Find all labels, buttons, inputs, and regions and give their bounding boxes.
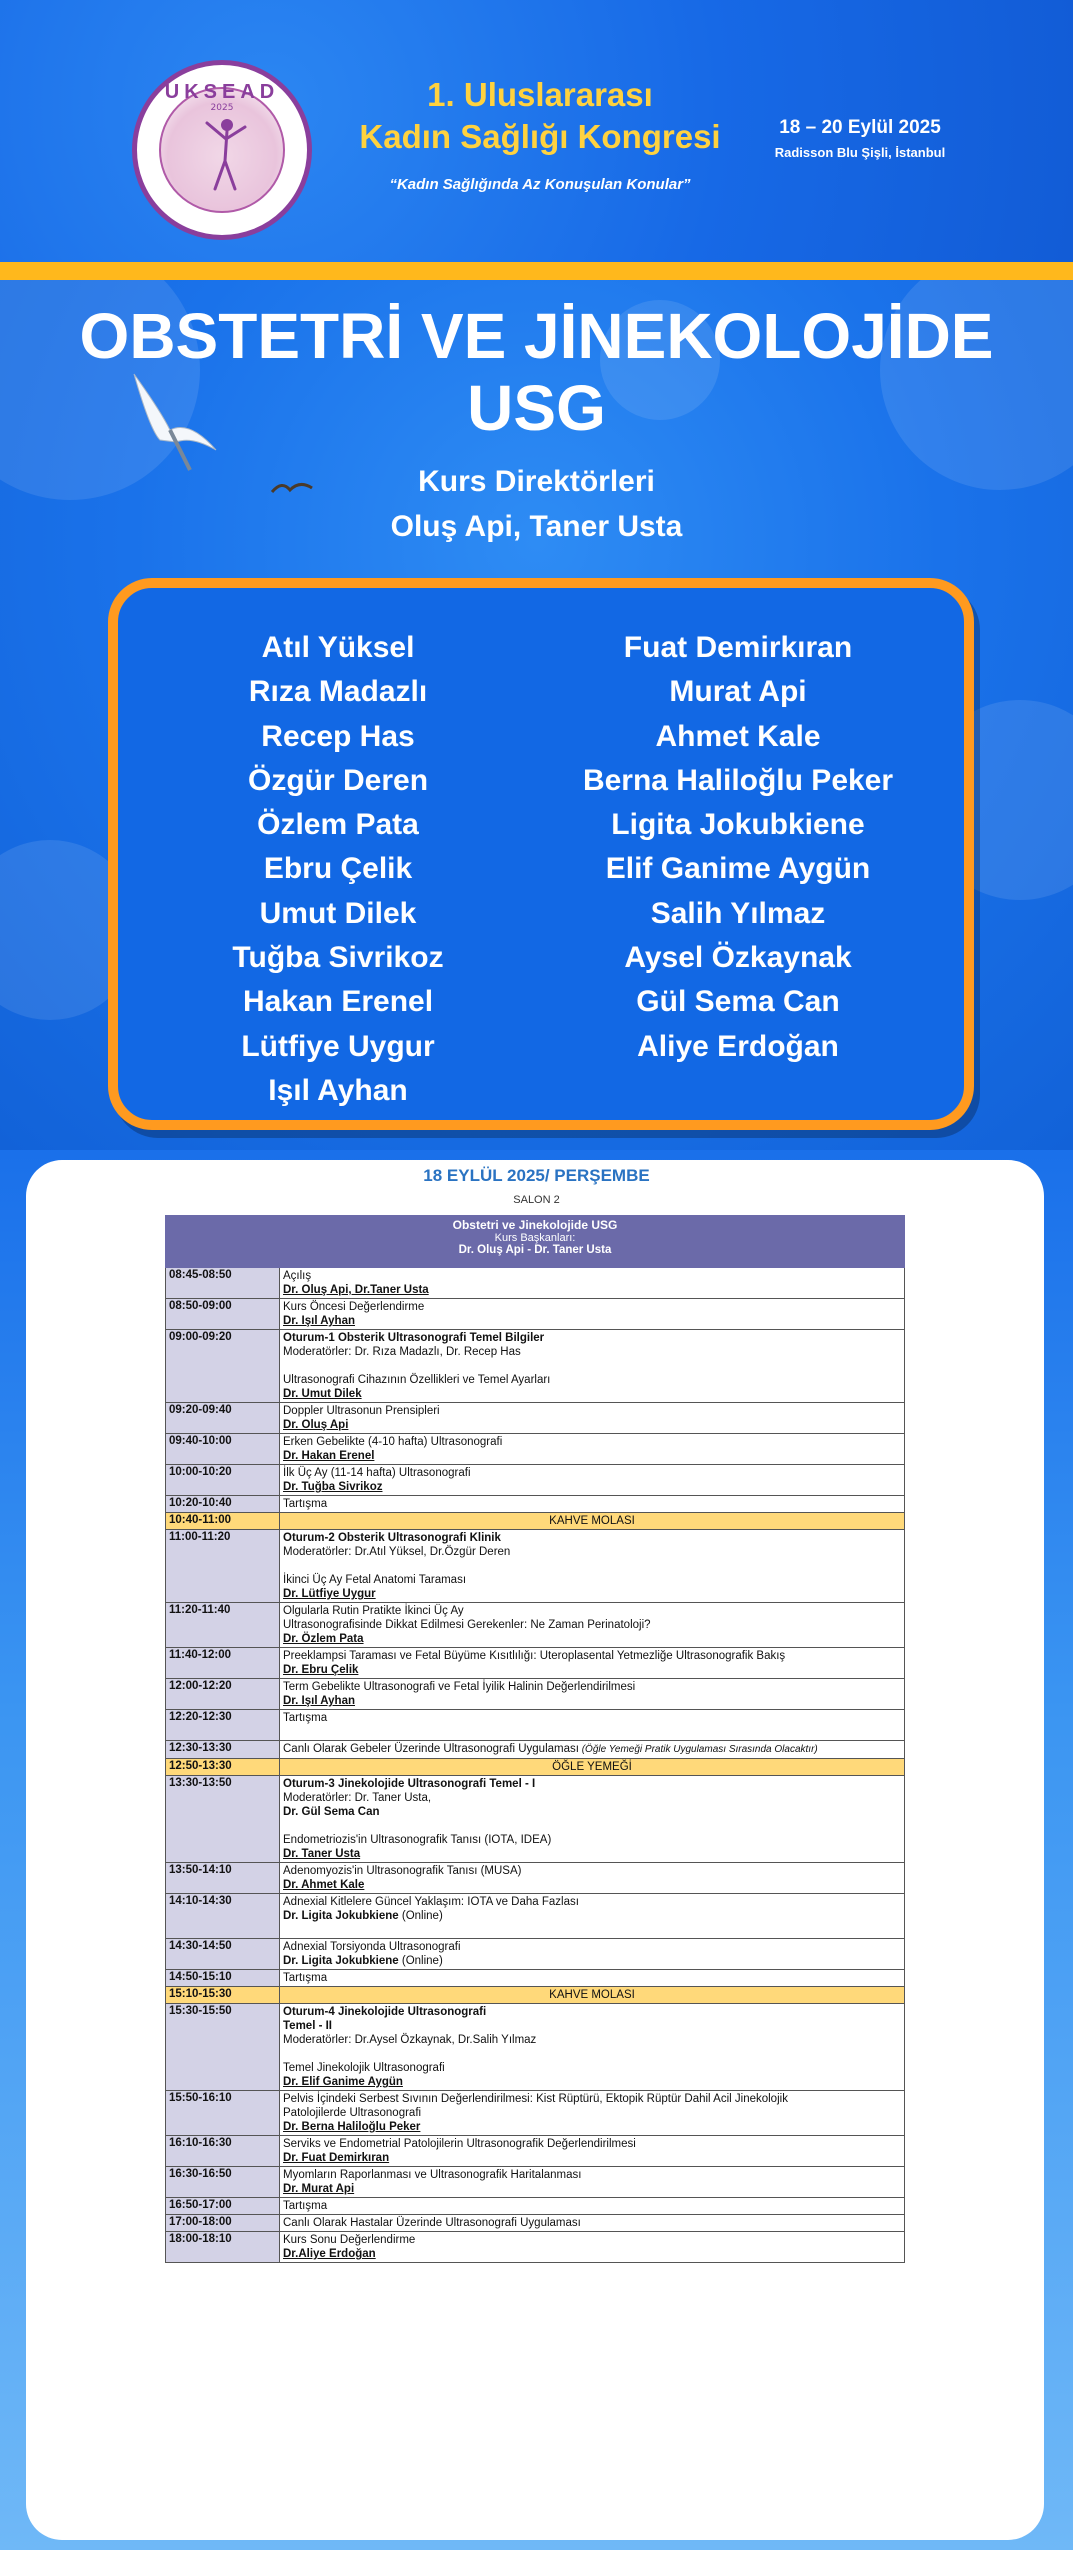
session-time: 08:50-09:00: [166, 1299, 280, 1329]
session-text: Endometriozis'in Ultrasonografik Tanısı (IOTA, IDEA): [283, 1834, 552, 1846]
session-time: 12:50-13:30: [166, 1759, 280, 1775]
table-row: [165, 1330, 905, 1403]
session-text: Tartışma: [283, 1498, 328, 1510]
session-time: 14:10-14:30: [166, 1894, 280, 1938]
table-row: [165, 2136, 905, 2167]
session-content: [280, 1513, 904, 1529]
session-line: [283, 1545, 901, 1559]
session-text: Dr. Ahmet Kale: [283, 1879, 365, 1891]
session-text: Preeklampsi Taraması ve Fetal Büyüme Kısıtlılığı: Uteroplasental Yetmezliğe Ultrasonografik Bakış: [283, 1650, 786, 1662]
session-extra: (Online): [398, 1955, 443, 1967]
session-line: [283, 2106, 901, 2120]
session-line: [283, 2033, 901, 2047]
session-line: [283, 1663, 901, 1677]
session-line: [283, 1632, 901, 1646]
program-table: [165, 1268, 905, 2263]
congress-venue: Radisson Blu Şişli, İstanbul: [774, 145, 946, 160]
directors-label: Kurs Direktörleri: [418, 465, 655, 498]
session-line: [283, 1618, 901, 1632]
faculty-name: Lütfiye Uygur: [241, 1029, 435, 1063]
session-time: 14:30-14:50: [166, 1939, 280, 1969]
faculty-name: Salih Yılmaz: [650, 896, 826, 930]
session-text: Pelvis İçindeki Serbest Sıvının Değerlendirilmesi: Kist Rüptürü, Ektopik Rüptür Dahil Acil Jinekolojik: [283, 2093, 788, 2105]
table-row: [165, 1434, 905, 1465]
session-text: Dr. Berna Haliloğlu Peker: [283, 2121, 421, 2133]
session-line: [283, 1269, 901, 1283]
session-line: [283, 2047, 901, 2061]
session-text: Moderatörler: Dr.Aysel Özkaynak, Dr.Salih Yılmaz: [283, 2034, 537, 2046]
session-text: Dr. Ligita Jokubkiene: [283, 1910, 399, 1922]
session-line: [283, 1819, 901, 1833]
session-text: Ultrasonografisinde Dikkat Edilmesi Gerekenler: Ne Zaman Perinatoloji?: [283, 1619, 651, 1631]
session-line: [283, 2061, 901, 2075]
session-line: [283, 1300, 901, 1314]
session-text: [283, 1560, 286, 1572]
session-line: [283, 1725, 901, 1739]
session-text: Dr. Murat Api: [283, 2183, 355, 2195]
session-text: Moderatörler: Dr.Atıl Yüksel, Dr.Özgür Deren: [283, 1546, 511, 1558]
faculty-name: Özgür Deren: [247, 763, 429, 797]
break-row: [165, 1513, 905, 1530]
congress-title-line1: 1. Uluslararası: [427, 76, 653, 113]
session-time: 16:10-16:30: [166, 2136, 280, 2166]
session-line: [283, 1359, 901, 1373]
session-time: 18:00-18:10: [166, 2232, 280, 2262]
table-row: [165, 1530, 905, 1603]
course-title-line2: USG: [467, 372, 606, 444]
session-line: [283, 1694, 901, 1708]
session-text: ÖĞLE YEMEĞİ: [552, 1761, 632, 1773]
session-text: KAHVE MOLASI: [549, 1989, 635, 2001]
table-row: [165, 1299, 905, 1330]
break-row: [165, 1759, 905, 1776]
session-text: Dr.Aliye Erdoğan: [283, 2248, 376, 2260]
session-text: [283, 1360, 286, 1372]
table-row: [165, 1268, 905, 1299]
session-text: Olgularla Rutin Pratikte İkinci Üç Ay: [283, 1605, 464, 1617]
table-row: [165, 1863, 905, 1894]
session-line: [283, 2151, 901, 2165]
session-text: Oturum-3 Jinekolojide Ultrasonografi Temel - I: [283, 1778, 536, 1790]
session-line: [283, 1531, 901, 1545]
session-time: 10:20-10:40: [166, 1496, 280, 1512]
program-salon: SALON 2: [513, 1194, 560, 1206]
session-text: Myomların Raporlanması ve Ultrasonografik Haritalanması: [283, 2169, 582, 2181]
logo-acronym: UKSEAD: [164, 81, 280, 103]
session-text: Temel Jinekolojik Ultrasonografi: [283, 2062, 445, 2074]
program-header-chairs: Dr. Oluş Api - Dr. Taner Usta: [458, 1244, 612, 1256]
session-text: Açılış: [283, 1270, 312, 1282]
session-time: 09:00-09:20: [166, 1330, 280, 1402]
session-time: 10:40-11:00: [166, 1513, 280, 1529]
session-line: [283, 2075, 901, 2089]
session-content: [280, 2091, 904, 2135]
session-content: [280, 1863, 904, 1893]
session-content: [280, 2215, 904, 2231]
session-text: Patolojilerde Ultrasonografi: [283, 2107, 422, 2119]
session-line: [283, 2092, 901, 2106]
session-time: 16:30-16:50: [166, 2167, 280, 2197]
session-content: [280, 1741, 904, 1758]
table-row: [165, 2004, 905, 2091]
session-text: Oturum-4 Jinekolojide Ultrasonografi: [283, 2006, 487, 2018]
uksead-logo: [132, 60, 312, 240]
session-content: [280, 1603, 904, 1647]
dancer-figure-icon: [201, 115, 251, 195]
session-line: [283, 2120, 901, 2134]
session-line: [283, 1345, 901, 1359]
table-row: [165, 1648, 905, 1679]
session-line: [283, 1480, 901, 1494]
session-text: Adnexial Kitlelere Güncel Yaklaşım: IOTA ve Daha Fazlası: [283, 1896, 579, 1908]
session-content: [280, 1970, 904, 1986]
session-time: 14:50-15:10: [166, 1970, 280, 1986]
session-line: [283, 1604, 901, 1618]
faculty-name: Berna Haliloğlu Peker: [582, 763, 894, 797]
session-text: Dr. Ebru Çelik: [283, 1664, 359, 1676]
table-row: [165, 1710, 905, 1741]
session-time: 17:00-18:00: [166, 2215, 280, 2231]
session-line: [283, 1449, 901, 1463]
program-header-title: Obstetri ve Jinekolojide USG: [452, 1218, 618, 1232]
session-content: [280, 1496, 904, 1512]
session-time: 12:00-12:20: [166, 1679, 280, 1709]
table-row: [165, 1776, 905, 1863]
session-content: [280, 1403, 904, 1433]
session-time: 09:20-09:40: [166, 1403, 280, 1433]
session-text: KAHVE MOLASI: [549, 1515, 635, 1527]
session-text: Temel - II: [283, 2020, 332, 2032]
session-line: [283, 1559, 901, 1573]
session-line: [283, 2137, 901, 2151]
session-text: Dr. Fuat Demirkıran: [283, 2152, 390, 2164]
session-time: 11:20-11:40: [166, 1603, 280, 1647]
logo-year: 2025: [210, 103, 234, 113]
faculty-column-right: [538, 626, 938, 1069]
faculty-panel: [108, 578, 974, 1130]
table-row: [165, 1741, 905, 1759]
faculty-name: Işıl Ayhan: [268, 1073, 408, 1107]
session-text: Term Gebelikte Ultrasonografi ve Fetal İyilik Halinin Değerlendirilmesi: [283, 1681, 636, 1693]
session-text: Adnexial Torsiyonda Ultrasonografi: [283, 1941, 461, 1953]
session-text: Doppler Ultrasonun Prensipleri: [283, 1405, 440, 1417]
session-content: [280, 2004, 904, 2090]
faculty-name: Murat Api: [669, 675, 807, 709]
table-row: [165, 1403, 905, 1434]
session-time: 15:10-15:30: [166, 1987, 280, 2003]
congress-title: [330, 74, 750, 158]
session-text: İlk Üç Ay (11-14 hafta) Ultrasonografi: [283, 1467, 471, 1479]
session-line: [283, 1418, 901, 1432]
session-text: Dr. Lütfiye Uygur: [283, 1588, 376, 1600]
session-time: 11:00-11:20: [166, 1530, 280, 1602]
session-text: Dr. Tuğba Sivrikoz: [283, 1481, 383, 1493]
faculty-name: Aliye Erdoğan: [637, 1029, 839, 1063]
session-content: [280, 1465, 904, 1495]
session-line: [283, 1514, 901, 1528]
session-text: Dr. Özlem Pata: [283, 1633, 364, 1645]
session-line: [283, 1466, 901, 1480]
session-line: [283, 2168, 901, 2182]
course-title: [40, 300, 1033, 444]
faculty-name: Ligita Jokubkiene: [611, 808, 865, 842]
table-row: [165, 1939, 905, 1970]
table-row: [165, 2091, 905, 2136]
session-time: 12:30-13:30: [166, 1741, 280, 1758]
session-content: [280, 1679, 904, 1709]
faculty-name: Gül Sema Can: [636, 985, 840, 1019]
session-line: [283, 2182, 901, 2196]
session-text: Tartışma: [283, 1972, 328, 1984]
session-time: 15:30-15:50: [166, 2004, 280, 2090]
session-text: Dr. Işıl Ayhan: [283, 1315, 356, 1327]
session-content: [280, 1434, 904, 1464]
table-row: [165, 1496, 905, 1513]
session-content: [280, 1759, 904, 1775]
faculty-name: Ebru Çelik: [263, 852, 413, 886]
session-line: [283, 1573, 901, 1587]
session-line: [283, 1283, 901, 1297]
faculty-name: Rıza Madazlı: [248, 675, 428, 709]
session-time: 11:40-12:00: [166, 1648, 280, 1678]
program-day-title: 18 EYLÜL 2025/ PERŞEMBE: [423, 1166, 650, 1185]
faculty-name: Ahmet Kale: [655, 719, 821, 753]
session-text: Tartışma: [283, 1712, 328, 1724]
session-content: [280, 1939, 904, 1969]
session-time: 13:30-13:50: [166, 1776, 280, 1862]
table-row: [165, 1465, 905, 1496]
faculty-name: Özlem Pata: [257, 808, 419, 842]
session-line: [283, 1680, 901, 1694]
session-line: [283, 1878, 901, 1892]
session-text: Dr. Umut Dilek: [283, 1388, 362, 1400]
session-line: [283, 2199, 901, 2213]
session-text: Oturum-2 Obsterik Ultrasonografi Klinik: [283, 1532, 501, 1544]
session-content: [280, 1648, 904, 1678]
table-row: [165, 1679, 905, 1710]
session-content: [280, 2232, 904, 2262]
session-line: [283, 1864, 901, 1878]
session-line: [283, 1760, 901, 1774]
table-row: [165, 2215, 905, 2232]
session-text: [283, 1726, 286, 1738]
session-text: Dr. Işıl Ayhan: [283, 1695, 356, 1707]
session-content: [280, 1530, 904, 1602]
session-line: [283, 1847, 901, 1861]
break-row: [165, 1987, 905, 2004]
session-line: [283, 1833, 901, 1847]
session-line: [283, 1791, 901, 1805]
faculty-name: Atıl Yüksel: [261, 631, 415, 664]
session-time: 10:00-10:20: [166, 1465, 280, 1495]
directors-names: Oluş Api, Taner Usta: [390, 510, 683, 543]
session-text: Dr. Hakan Erenel: [283, 1450, 375, 1462]
session-text: Serviks ve Endometrial Patolojilerin Ultrasonografik Değerlendirilmesi: [283, 2138, 636, 2150]
session-text: Dr. Elif Ganime Aygün: [283, 2076, 403, 2088]
session-text: Moderatörler: Dr. Taner Usta,: [283, 1792, 432, 1804]
session-time: 16:50-17:00: [166, 2198, 280, 2214]
session-line: [283, 1909, 901, 1923]
session-text: [283, 1820, 286, 1832]
session-content: [280, 1710, 904, 1740]
session-note: (Öğle Yemeği Pratik Uygulaması Sırasında Olacaktır): [578, 1744, 818, 1755]
faculty-name: Hakan Erenel: [242, 985, 434, 1019]
session-line: [283, 1895, 901, 1909]
session-line: [283, 1587, 901, 1601]
faculty-name: Umut Dilek: [259, 896, 417, 930]
session-text: Oturum-1 Obsterik Ultrasonografi Temel Bilgiler: [283, 1332, 545, 1344]
session-text: Dr. Gül Sema Can: [283, 1806, 380, 1818]
session-time: 09:40-10:00: [166, 1434, 280, 1464]
program-table-header: [165, 1215, 905, 1268]
session-line: [283, 2005, 901, 2019]
faculty-name: Elif Ganime Aygün: [605, 852, 871, 886]
session-content: [280, 1776, 904, 1862]
table-row: [165, 1970, 905, 1987]
faculty-column-left: [138, 626, 538, 1113]
session-line: [283, 2216, 901, 2230]
session-line: [283, 1988, 901, 2002]
session-line: [283, 1331, 901, 1345]
session-content: [280, 1299, 904, 1329]
session-text: İkinci Üç Ay Fetal Anatomi Taraması: [283, 1574, 467, 1586]
session-time: 08:45-08:50: [166, 1268, 280, 1298]
session-text: [283, 1924, 286, 1936]
session-line: [283, 2233, 901, 2247]
session-text: [283, 2048, 286, 2060]
session-content: [280, 1268, 904, 1298]
session-content: [280, 1987, 904, 2003]
program-header-subtitle: Kurs Başkanları:: [494, 1232, 576, 1244]
congress-title-line2: Kadın Sağlığı Kongresi: [359, 118, 721, 155]
session-text: Dr. Oluş Api, Dr.Taner Usta: [283, 1284, 429, 1296]
session-line: [283, 1954, 901, 1968]
session-line: [283, 1404, 901, 1418]
session-text: Moderatörler: Dr. Rıza Madazlı, Dr. Recep Has: [283, 1346, 521, 1358]
faculty-name: Aysel Özkaynak: [624, 941, 852, 975]
course-title-line1: OBSTETRİ VE JİNEKOLOJİDE: [79, 300, 994, 372]
faculty-name: Fuat Demirkıran: [623, 631, 853, 664]
session-text: Canlı Olarak Gebeler Üzerinde Ultrasonografi Uygulaması: [283, 1743, 579, 1755]
header-divider: [0, 262, 1073, 280]
session-time: 15:50-16:10: [166, 2091, 280, 2135]
session-time: 12:20-12:30: [166, 1710, 280, 1740]
session-extra: (Online): [398, 1910, 443, 1922]
session-line: [283, 1711, 901, 1725]
session-line: [283, 1373, 901, 1387]
session-text: Dr. Oluş Api: [283, 1419, 349, 1431]
congress-dates: 18 – 20 Eylül 2025: [779, 117, 941, 138]
session-line: [283, 1742, 901, 1757]
table-row: [165, 2232, 905, 2263]
session-content: [280, 2198, 904, 2214]
session-text: Erken Gebelikte (4-10 hafta) Ultrasonografi: [283, 1436, 503, 1448]
session-text: Kurs Sonu Değerlendirme: [283, 2234, 416, 2246]
session-line: [283, 2019, 901, 2033]
session-text: Dr. Taner Usta: [283, 1848, 361, 1860]
session-line: [283, 2247, 901, 2261]
session-line: [283, 1971, 901, 1985]
session-text: Kurs Öncesi Değerlendirme: [283, 1301, 425, 1313]
session-text: Adenomyozis'in Ultrasonografik Tanısı (MUSA): [283, 1865, 522, 1877]
session-content: [280, 1330, 904, 1402]
session-text: Tartışma: [283, 2200, 328, 2212]
session-text: Ultrasonografi Cihazının Özellikleri ve Temel Ayarları: [283, 1374, 551, 1386]
congress-header: [0, 0, 1073, 262]
session-time: 13:50-14:10: [166, 1863, 280, 1893]
session-content: [280, 2167, 904, 2197]
table-row: [165, 2198, 905, 2215]
session-text: Canlı Olarak Hastalar Üzerinde Ultrasonografi Uygulaması: [283, 2217, 581, 2229]
session-line: [283, 1777, 901, 1791]
session-content: [280, 1894, 904, 1938]
session-line: [283, 1387, 901, 1401]
faculty-name: Tuğba Sivrikoz: [232, 941, 444, 975]
table-row: [165, 1603, 905, 1648]
session-content: [280, 2136, 904, 2166]
table-row: [165, 2167, 905, 2198]
session-text: Dr. Ligita Jokubkiene: [283, 1955, 399, 1967]
faculty-name: Recep Has: [261, 719, 415, 753]
session-line: [283, 1923, 901, 1937]
congress-subtitle: “Kadın Sağlığında Az Konuşulan Konular”: [389, 176, 691, 193]
session-line: [283, 1497, 901, 1511]
session-line: [283, 1940, 901, 1954]
session-line: [283, 1435, 901, 1449]
session-line: [283, 1314, 901, 1328]
session-line: [283, 1649, 901, 1663]
session-line: [283, 1805, 901, 1819]
table-row: [165, 1894, 905, 1939]
